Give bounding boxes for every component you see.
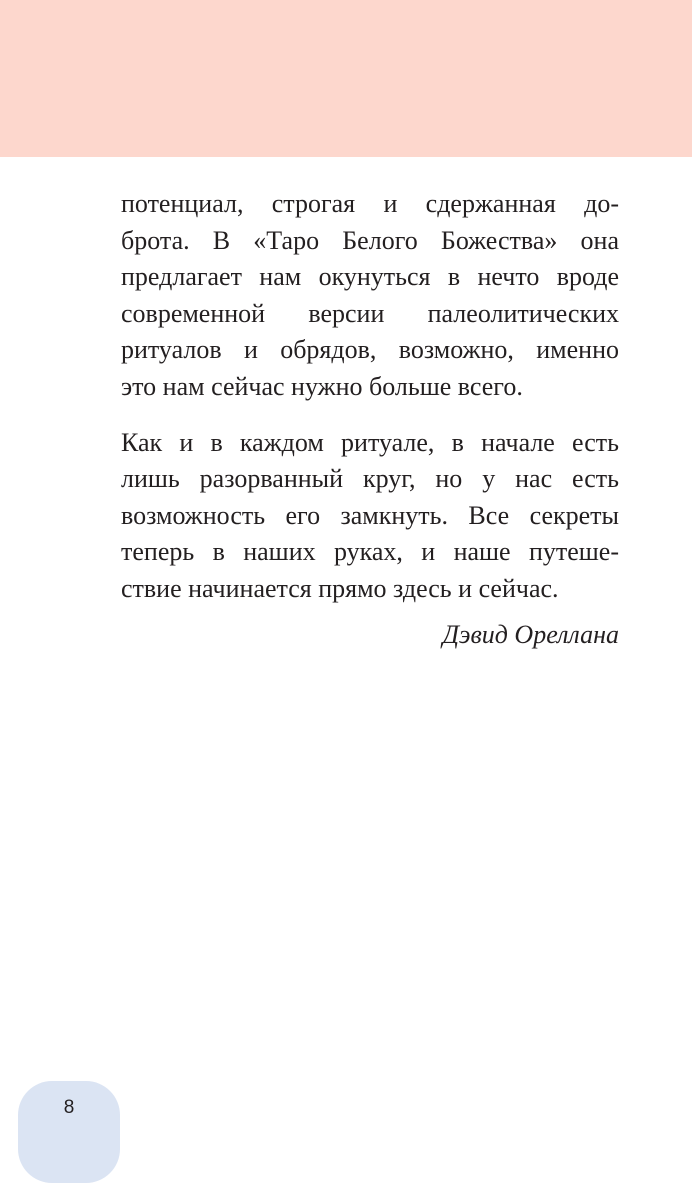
body-text [121,186,619,608]
text-line: возможность его замкнуть. Все секреты [121,500,619,530]
text-line: ствие начинается прямо здесь и сейчас. [121,573,559,603]
text-line: брота. В «Таро Белого Божества» она [121,225,619,255]
paragraph-2 [121,425,619,608]
text-line: лишь разорванный круг, но у нас есть [121,464,619,494]
text-line: современной версии палеолитических [121,298,619,328]
text-line: потенциал, строгая и сдержанная до- [121,189,619,218]
page-number: 8 [63,1097,75,1118]
header-band [0,0,692,157]
text-line: предлагает нам окунуться в нечто вроде [121,262,619,292]
author-signature: Дэвид Ореллана [442,620,619,649]
text-line: Как и в каждом ритуале, в начале есть [121,427,619,457]
text-line: это нам сейчас нужно больше всего. [121,371,523,401]
page-number-badge [18,1081,120,1183]
text-line: теперь в наших руках, и наше путеше- [121,537,619,567]
paragraph-1 [121,186,619,406]
text-line: ритуалов и обрядов, возможно, именно [121,335,619,365]
